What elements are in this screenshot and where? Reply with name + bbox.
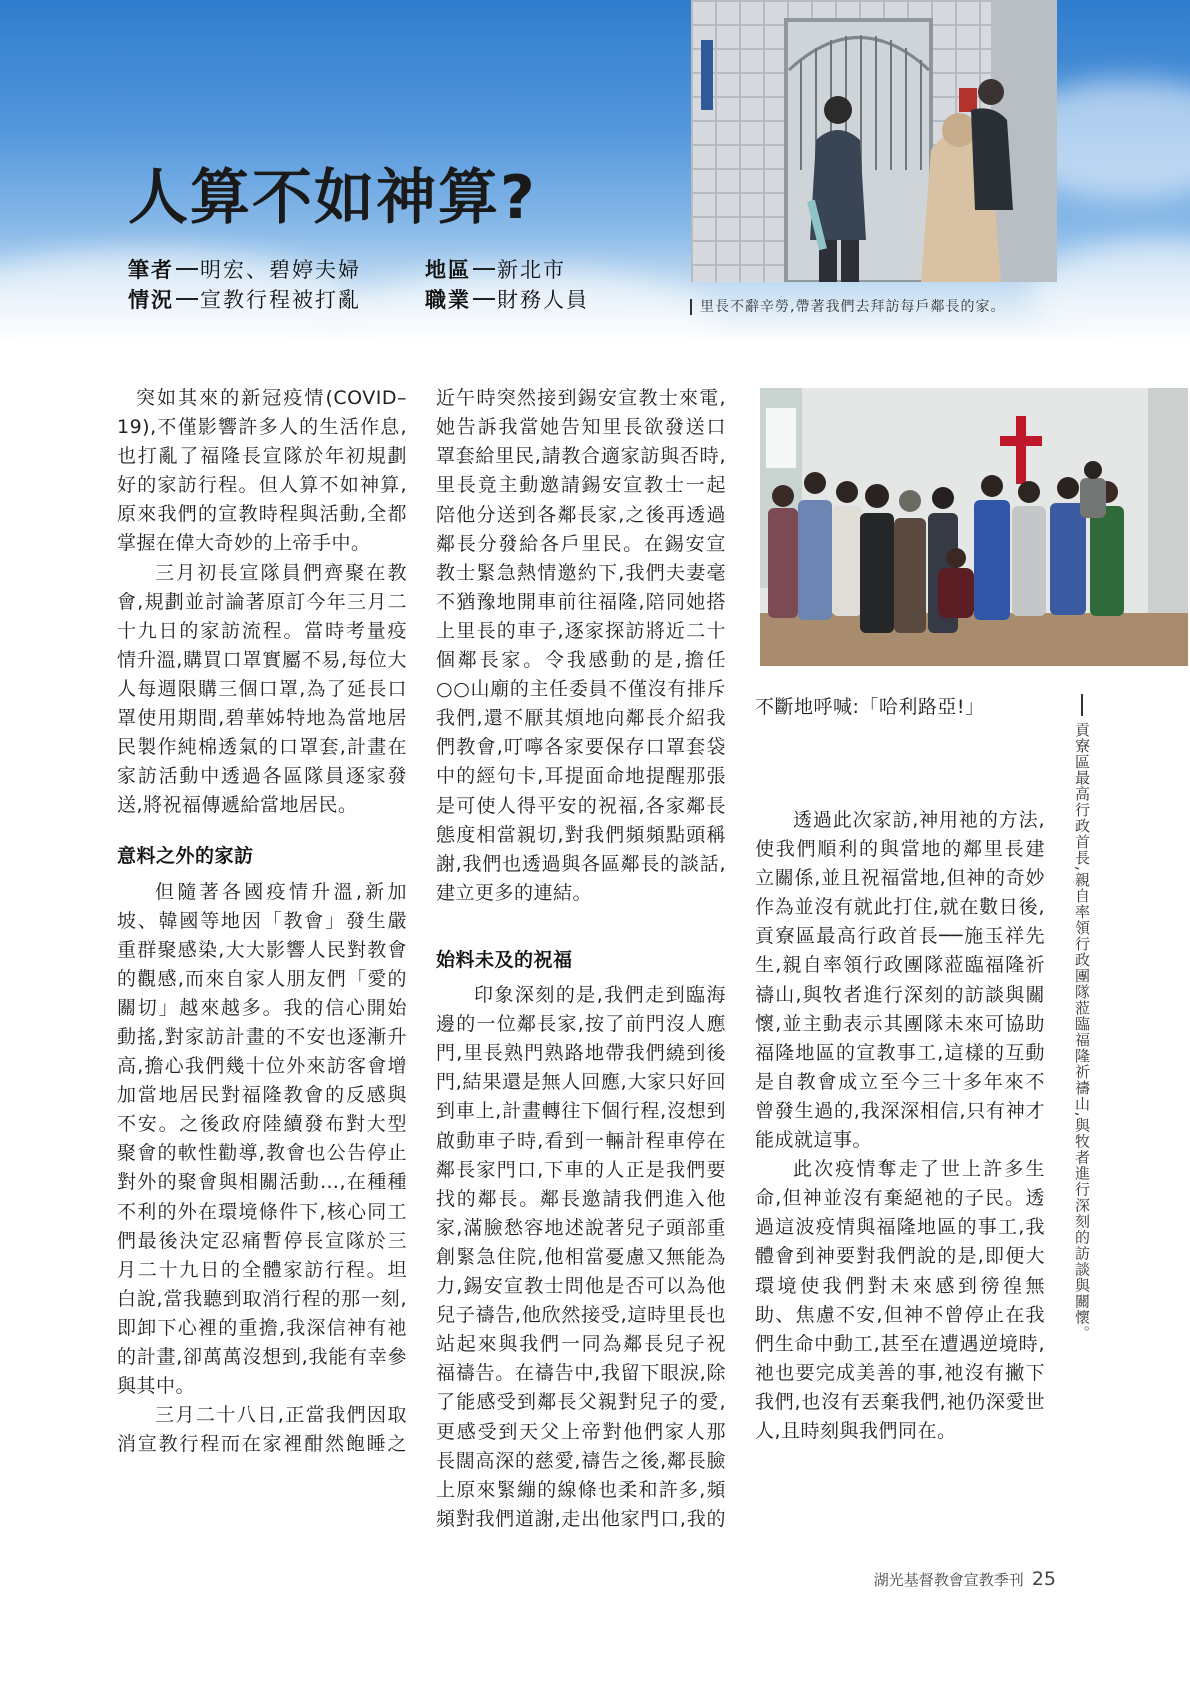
author-value: 明宏、碧婷夫婦 [200, 258, 361, 282]
publication-name: 湖光基督教會宣教季刊 [873, 1571, 1024, 1589]
article-paragraph: 三月初長宣隊員們齊聚在教會,規劃並討論著原訂今年三月二十九日的家訪流程。當時考量疫情升溫,購買口罩實屬不易,每位大人每週限購三個口罩,為了延長口罩使用期間,碧華姊特地為當地居民製作純棉透氣的口罩套,計畫在家訪活動中透過各區隊員逐家發送,將祝福傳遞給當地居民。 [117, 561, 407, 817]
meta-right [425, 255, 589, 315]
occupation-label: 職業 [425, 288, 471, 312]
article-paragraph: 突如其來的新冠疫情(COVID–19),不僅影響許多人的生活作息,也打亂了福隆長宣隊於年初規劃好的家訪行程。但人算不如神算,原來我們的宣教時程與活動,全都掌握在偉大奇妙的上帝手中。 [117, 387, 407, 555]
region-label: 地區 [425, 258, 471, 282]
photo-home-visit-caption [690, 296, 1005, 316]
article-column-2 [436, 384, 726, 1536]
article-paragraph-continued: 不斷地呼喊:「哈利路亞!」 [755, 695, 985, 718]
photo-group-caption-text: 貢寮區最高行政首長,親自率領行政團隊蒞臨福隆祈禱山,與牧者進行深刻的訪談與關懷。 [1073, 722, 1091, 1342]
situation-line [128, 285, 361, 315]
photo-home-visit-caption-text: 里長不辭辛勞,帶著我們去拜訪每戶鄰長的家。 [700, 299, 1006, 315]
photo-group [760, 388, 1188, 666]
article-column-3 [755, 690, 1045, 1446]
section-heading: 意料之外的家訪 [117, 845, 254, 868]
photo-group-caption [1068, 694, 1092, 1342]
author-line [128, 255, 361, 285]
photo-home-visit [691, 0, 1057, 282]
occupation-value: 財務人員 [497, 288, 589, 312]
article-paragraph: 但隨著各國疫情升溫,新加坡、韓國等地因「教會」發生嚴重群聚感染,大大影響人民對教會的觀感,而來自家人朋友們「愛的關切」越來越多。我的信心開始動搖,對家訪計畫的不安也逐漸升高,擔心我們幾十位外來訪客會增加當地居民對福隆教會的反感與不安。之後政府陸續發布對大型聚會的軟性勸導,教會也公告停止對外的聚會與相關活動…,在種種不利的外在環境條件下,核心同工們最後決定忍痛暫停長宣隊於三月二十九日的全體家訪行程。坦白說,當我聽到取消行程的那一刻,即卸下心裡的重擔,我深信神有祂的計畫,卻萬萬沒想到,我能有幸參與其中。 [117, 880, 407, 1398]
article-paragraph: 此次疫情奪走了世上許多生命,但神並沒有棄絕祂的子民。透過這波疫情與福隆地區的事工,我體會到神要對我們說的是,即便大環境使我們對未來感到徬徨無助、焦慮不安,但神不曾停止在我們生命中動工,甚至在遭遇逆境時,祂也要完成美善的事,祂沒有撇下我們,也沒有丟棄我們,祂仍深愛世人,且時刻與我們同在。 [755, 1158, 1045, 1442]
continued-text [436, 384, 726, 924]
situation-label: 情況 [128, 288, 174, 312]
continued-text [755, 690, 1045, 806]
occupation-line [425, 285, 589, 315]
article-paragraph: 三月二十八日,正當我們因取消宣教行程而在家裡酣然飽睡之 [117, 1404, 407, 1456]
meta-left [128, 255, 361, 315]
page-title: 人算不如神算? [128, 163, 537, 233]
article-column-1 [117, 384, 407, 1459]
author-label: 筆者 [128, 258, 174, 282]
situation-value: 宣教行程被打亂 [200, 288, 361, 312]
page-footer [874, 1568, 1056, 1590]
page-number: 25 [1031, 1568, 1056, 1590]
article-paragraph-continued: 近午時突然接到錫安宣教士來電,她告訴我當她告知里長欲發送口罩套給里民,請教合適家訪與否時,里長竟主動邀請錫安宣教士一起陪他分送到各鄰長家,之後再透過鄰長分發給各戶里民。在錫安宣教士緊急熱情邀約下,我們夫妻毫不猶豫地開車前往福隆,陪同她搭上里長的車子,逐家探訪將近二十個鄰長家。令我感動的是,擔任○○山廟的主任委員不僅沒有排斥我們,還不厭其煩地向鄰長介紹我們教會,叮嚀各家要保存口罩套袋中的經句卡,耳提面命地提醒那張是可使人得平安的祝福,各家鄰長態度相當親切,對我們頻頻點頭稱謝,我們也透過與各區鄰長的談話,建立更多的連結。 [436, 387, 726, 904]
article-paragraph: 透過此次家訪,神用祂的方法,使我們順利的與當地的鄰里長建立關係,並且祝福當地,但神的奇妙作為並沒有就此打住,就在數日後,貢寮區最高行政首長──施玉祥先生,親自率領行政團隊蒞臨福隆祈禱山,與牧者進行深刻的訪談與關懷,並主動表示其團隊未來可協助福隆地區的宣教事工,這樣的互動是自教會成立至今三十多年來不曾發生過的,我深深相信,只有神才能成就這事。 [755, 809, 1045, 1152]
region-line [425, 255, 589, 285]
section-heading: 始料未及的祝福 [436, 949, 573, 971]
region-value: 新北市 [497, 258, 566, 282]
article-paragraph: 印象深刻的是,我們走到臨海邊的一位鄰長家,按了前門沒人應門,里長熟門熟路地帶我們繞到後門,結果還是無人回應,大家只好回到車上,計畫轉往下個行程,沒想到啟動車子時,看到一輛計程車停在鄰長家門口,下車的人正是我們要找的鄰長。鄰長邀請我們進入他家,滿臉愁容地述說著兒子頭部重創緊急住院,他相當憂慮又無能為力,錫安宣教士問他是否可以為他兒子禱告,他欣然接受,這時里長也站起來與我們一同為鄰長兒子祝福禱告。在禱告中,我留下眼淚,除了能感受到鄰長父親對兒子的愛,更感受到天父上帝對他們家人那長闊高深的慈愛,禱告之後,鄰長臉上原來緊繃的線條也柔和許多,頻頻對我們道謝,走出他家門口,我的 [436, 984, 726, 1530]
